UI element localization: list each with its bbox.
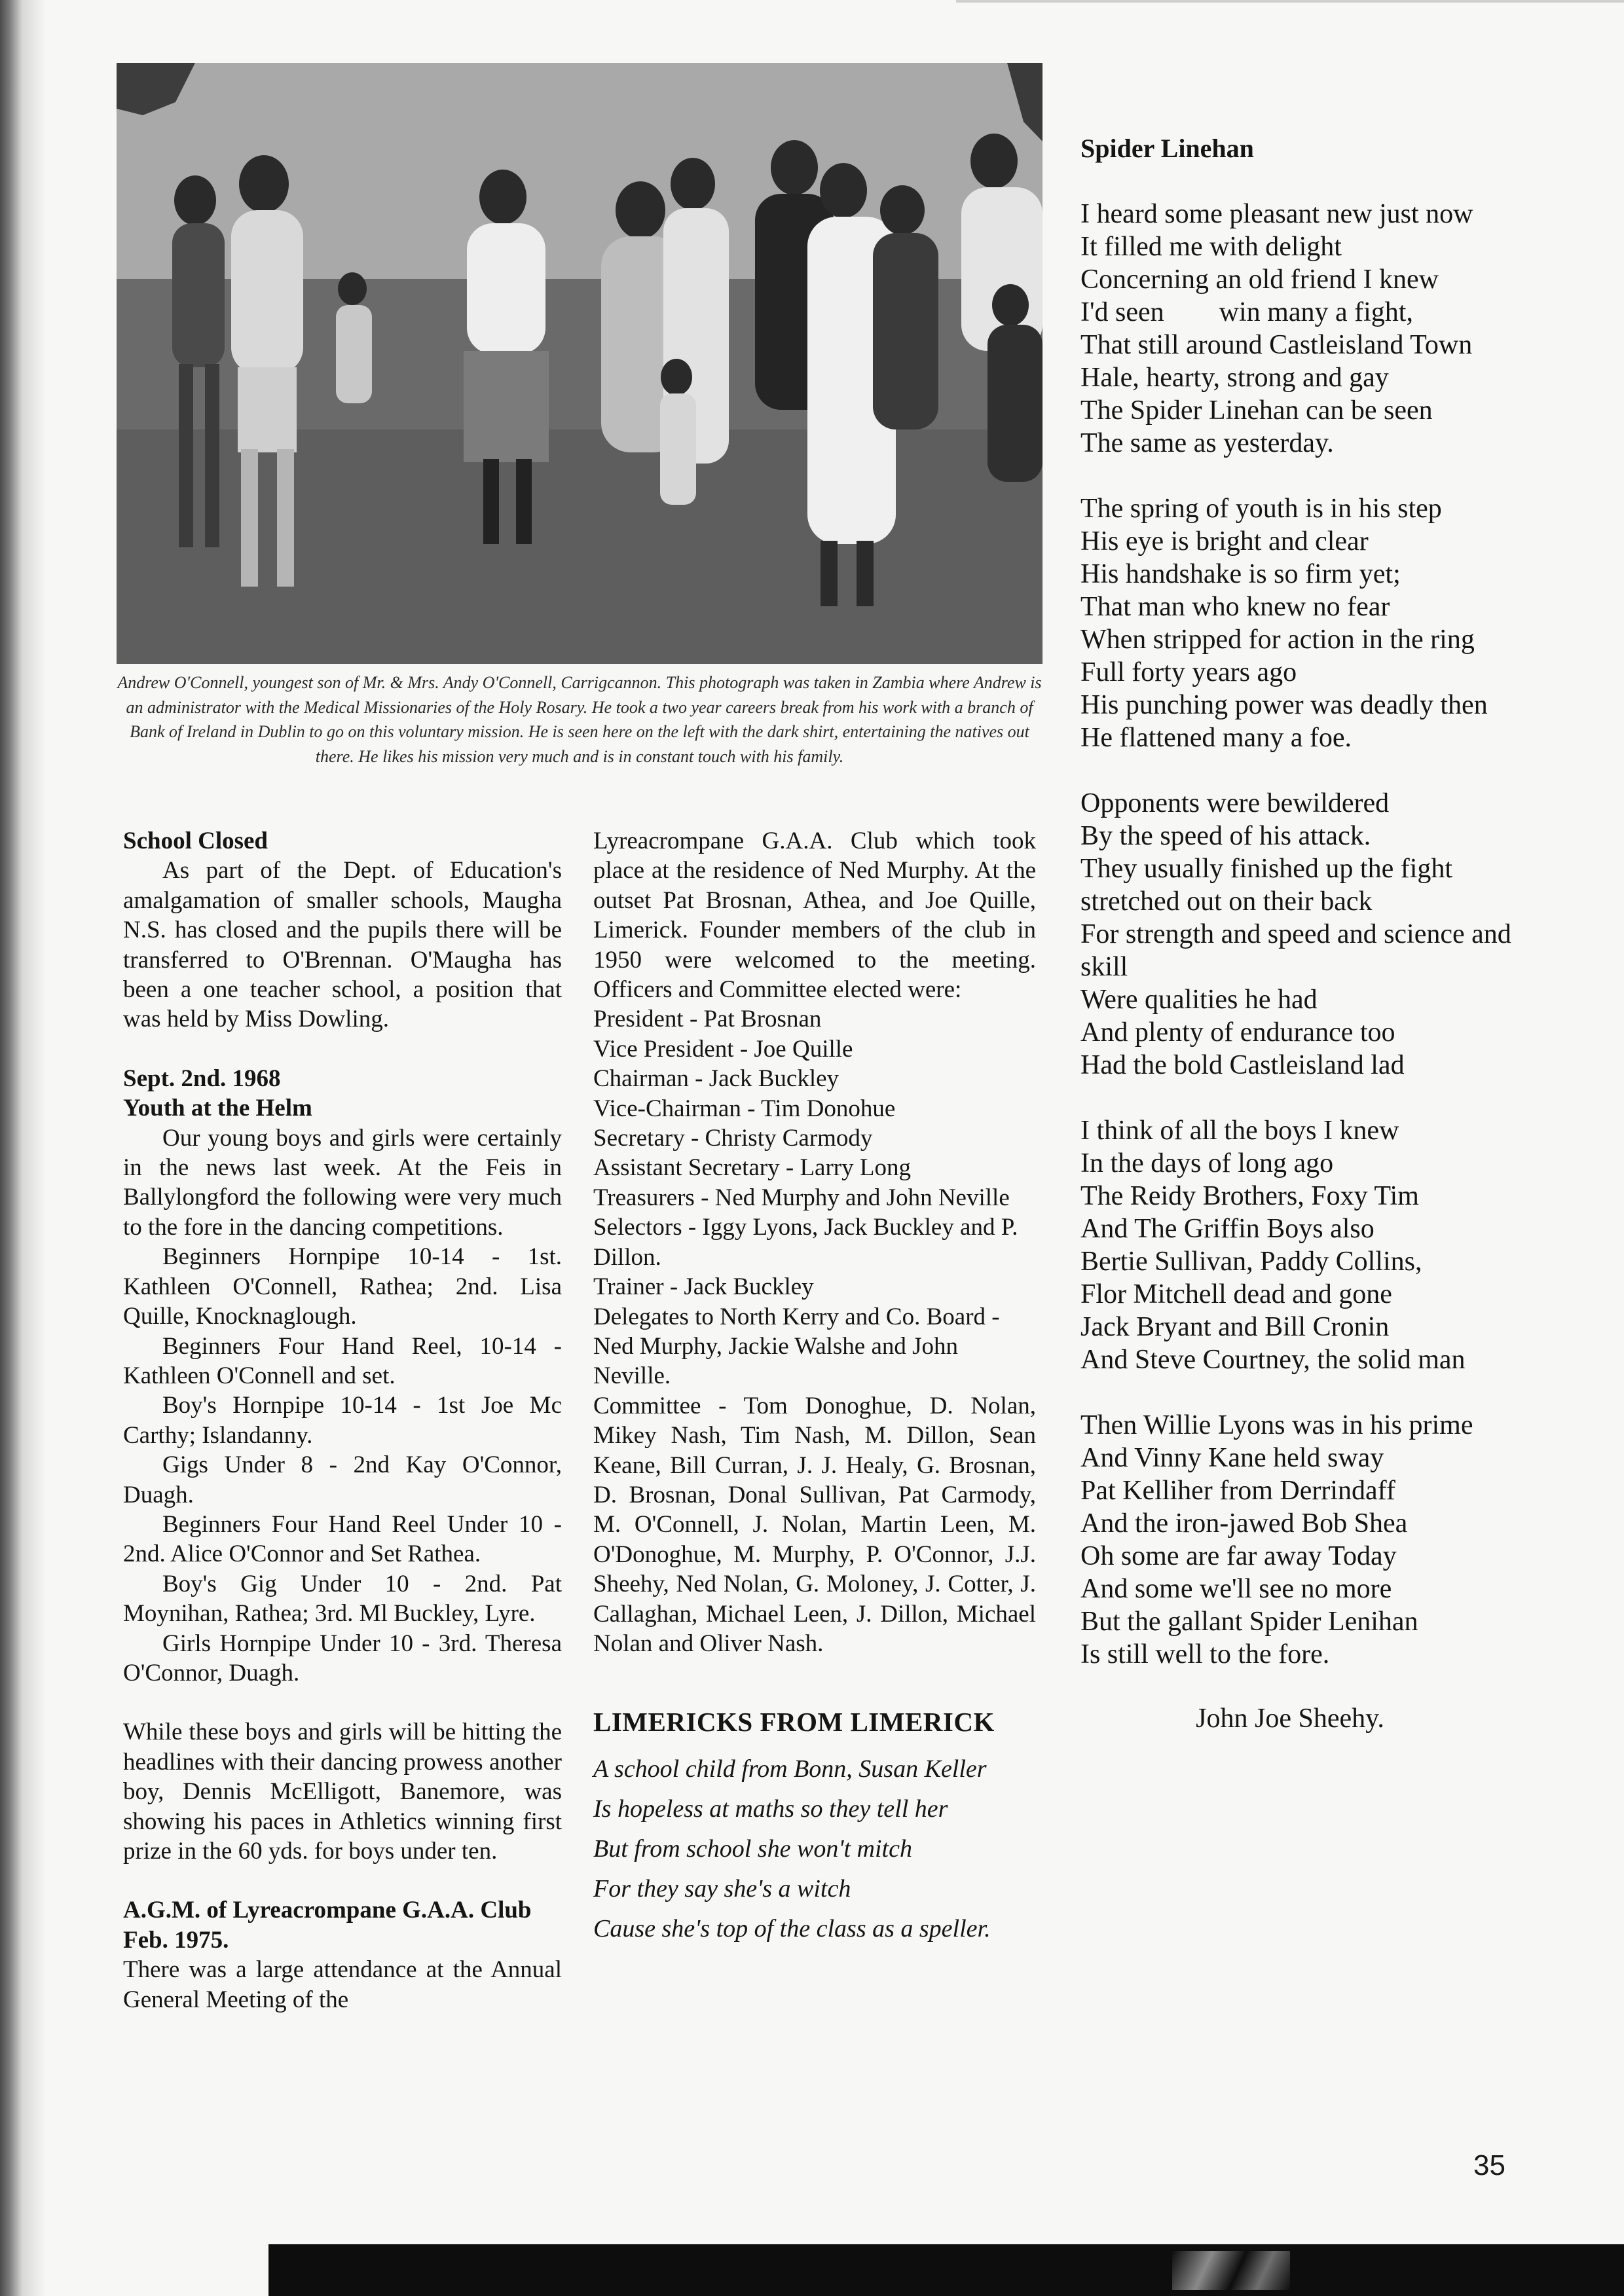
- poem-line: I'd seen win many a fight,: [1080, 297, 1413, 327]
- limerick-line: A school child from Bonn, Susan Keller: [593, 1755, 987, 1783]
- youth-date: Sept. 2nd. 1968: [123, 1065, 281, 1092]
- result-item: Beginners Four Hand Reel Under 10 - 2nd. Alice O'Connor and Set Rathea.: [123, 1510, 562, 1568]
- poem-line: And Steve Courtney, the solid man: [1080, 1345, 1466, 1375]
- scan-bottom-edge: [268, 2244, 1624, 2296]
- page-number: 35: [1473, 2149, 1505, 2181]
- poem-line: That still around Castleisland Town: [1080, 330, 1473, 360]
- poem-line: In the days of long ago: [1080, 1148, 1334, 1178]
- poem-line: The Spider Linehan can be seen: [1080, 395, 1433, 426]
- athletics-paragraph: While these boys and girls will be hitting the headlines with their dancing prowess another boy, Dennis McElligott, Banemore, was showing his paces in Athletics winning first prize in the 60 yds. for boys under ten.: [123, 1719, 562, 1865]
- limericks-heading: LIMERICKS FROM LIMERICK: [593, 1707, 995, 1738]
- poem-stanza: [1080, 492, 1539, 754]
- youth-heading: Youth at the Helm: [123, 1095, 312, 1122]
- poem-line: By the speed of his attack.: [1080, 821, 1371, 851]
- poem-line: And Vinny Kane held sway: [1080, 1443, 1384, 1473]
- school-closed-heading: School Closed: [123, 828, 268, 854]
- poem-stanza: [1080, 787, 1539, 1082]
- column-1: [123, 826, 562, 2014]
- school-closed-body: As part of the Dept. of Education's amalgamation of smaller schools, Maugha N.S. has closed and the pupils there will be transferred to O'Brennan. O'Maugha has been a one teacher school, a position that was held by Miss Dowling.: [123, 857, 562, 1033]
- poem-stanza: [1080, 1114, 1539, 1376]
- poem-line: The Reidy Brothers, Foxy Tim: [1080, 1181, 1419, 1211]
- result-item: Beginners Four Hand Reel, 10-14 - Kathleen O'Connell and set.: [123, 1332, 562, 1389]
- poem-line: Opponents were bewildered: [1080, 788, 1390, 818]
- column-2: [593, 826, 1036, 1949]
- result-item: Gigs Under 8 - 2nd Kay O'Connor, Duagh.: [123, 1451, 562, 1508]
- poem-line: And The Griffin Boys also: [1080, 1214, 1375, 1244]
- poem-line: I heard some pleasant new just now: [1080, 199, 1473, 229]
- officer-item: Chairman - Jack Buckley: [593, 1065, 840, 1093]
- poem-line: His punching power was deadly then: [1080, 690, 1488, 720]
- officer-item: Treasurers - Ned Murphy and John Neville: [593, 1184, 1010, 1211]
- poem-line: His handshake is so firm yet;: [1080, 559, 1401, 589]
- poem-stanza: [1080, 1409, 1539, 1671]
- poem-line: And the iron-jawed Bob Shea: [1080, 1508, 1408, 1539]
- poem-line: Then Willie Lyons was in his prime: [1080, 1410, 1473, 1440]
- agm-intro-part1: There was a large attendance at the Annual General Meeting of the: [123, 1956, 562, 2013]
- limerick-verse: [593, 1749, 1036, 1949]
- poem-line: And plenty of endurance too: [1080, 1017, 1395, 1048]
- poem-line: Had the bold Castleisland lad: [1080, 1050, 1405, 1080]
- limerick-line: But from school she won't mitch: [593, 1834, 912, 1863]
- poem-line: Full forty years ago: [1080, 657, 1297, 687]
- poem-line: Is still well to the fore.: [1080, 1639, 1330, 1669]
- officer-item: Vice President - Joe Quille: [593, 1035, 853, 1063]
- poem-line: That man who knew no fear: [1080, 592, 1390, 622]
- officer-item: President - Pat Brosnan: [593, 1006, 822, 1033]
- officer-item: Vice-Chairman - Tim Donohue: [593, 1095, 896, 1122]
- poem-line: His eye is bright and clear: [1080, 526, 1369, 556]
- poem-column: [1080, 132, 1539, 1735]
- poem-line: Jack Bryant and Bill Cronin: [1080, 1312, 1390, 1342]
- poem-line: Bertie Sullivan, Paddy Collins,: [1080, 1247, 1422, 1277]
- agm-intro-part2: Lyreacrompane G.A.A. Club which took place at the residence of Ned Murphy. At the outset Pat Brosnan, Athea, and Joe Quille, Limerick. Founder members of the club in 1950 were welcomed to the meeting. Officers and Committee elected were:: [593, 828, 1036, 1004]
- poem-line: He flattened many a foe.: [1080, 723, 1352, 753]
- poem-line: For strength and speed and science and skill: [1080, 919, 1511, 982]
- limerick-line: For they say she's a witch: [593, 1874, 851, 1903]
- poem-line: Were qualities he had: [1080, 985, 1318, 1015]
- officer-item: Selectors - Iggy Lyons, Jack Buckley and P. Dillon.: [593, 1214, 1018, 1271]
- poem-line: But the gallant Spider Lenihan: [1080, 1607, 1418, 1637]
- poem-line: Hale, hearty, strong and gay: [1080, 363, 1389, 393]
- poem-title: Spider Linehan: [1080, 134, 1254, 163]
- scan-binding-edge: [0, 0, 46, 2296]
- officer-item: Trainer - Jack Buckley: [593, 1273, 814, 1301]
- poem-line: Flor Mitchell dead and gone: [1080, 1279, 1392, 1309]
- photo-caption: Andrew O'Connell, youngest son of Mr. & Mrs. Andy O'Connell, Carrigcannon. This photograph was taken in Zambia where Andrew is an administrator with the Medical Missionaries of the Holy Rosary. He took a two year careers break from his work with a branch of Bank of Ireland in Dublin to go on this voluntary mission. He is seen here on the left with the dark shirt, entertaining the natives out there. He likes his mission very much and is in constant touch with his family.: [117, 673, 1042, 766]
- poem-line: When stripped for action in the ring: [1080, 625, 1475, 655]
- poem-line: I think of all the boys I knew: [1080, 1116, 1399, 1146]
- scan-top-edge: [956, 0, 1624, 3]
- poem-line: Concerning an old friend I knew: [1080, 264, 1439, 295]
- result-item: Boy's Gig Under 10 - 2nd. Pat Moynihan, Rathea; 3rd. Ml Buckley, Lyre.: [123, 1570, 562, 1628]
- poem-line: Pat Kelliher from Derrindaff: [1080, 1476, 1395, 1506]
- result-item: Girls Hornpipe Under 10 - 3rd. Theresa O'Connor, Duagh.: [123, 1630, 562, 1686]
- poem-author: John Joe Sheehy.: [1196, 1704, 1384, 1734]
- limerick-line: Is hopeless at maths so they tell her: [593, 1795, 948, 1823]
- poem-line: Oh some are far away Today: [1080, 1541, 1397, 1571]
- poem-line: And some we'll see no more: [1080, 1574, 1392, 1604]
- result-item: Beginners Hornpipe 10-14 - 1st. Kathleen O'Connell, Rathea; 2nd. Lisa Quille, Knocknaglough.: [123, 1243, 562, 1330]
- poem-line: The same as yesterday.: [1080, 428, 1334, 458]
- poem-line: They usually finished up the fight stretched out on their back: [1080, 854, 1453, 917]
- officer-item: Secretary - Christy Carmody: [593, 1125, 873, 1152]
- agm-heading: A.G.M. of Lyreacrompane G.A.A. Club Feb. 1975.: [123, 1897, 532, 1954]
- poem-stanza: [1080, 198, 1539, 460]
- youth-intro: Our young boys and girls were certainly in the news last week. At the Feis in Ballylongford the following were very much to the fore in the dancing competitions.: [123, 1124, 562, 1241]
- poem-line: It filled me with delight: [1080, 232, 1342, 262]
- poem-line: The spring of youth is in his step: [1080, 494, 1442, 524]
- photograph: [117, 63, 1043, 664]
- photograph-figures: [117, 63, 1043, 664]
- committee-list: Committee - Tom Donoghue, D. Nolan, Mikey Nash, Tim Nash, M. Dillon, Sean Keane, Bill Curran, J. J. Healy, G. Brosnan, D. Brosnan, Donal Sullivan, Pat Carmody, M. O'Connell, J. Nolan, Martin Leen, M. O'Donoghue, M. Murphy, P. O'Connor, J.J. Sheehy, Ned Nolan, G. Moloney, J. Cotter, J. Callaghan, Michael Leen, J. Dillon, Michael Nolan and Oliver Nash.: [593, 1392, 1036, 1657]
- limerick-line: Cause she's top of the class as a speller.: [593, 1914, 991, 1942]
- officer-item: Assistant Secretary - Larry Long: [593, 1154, 911, 1182]
- officer-item: Delegates to North Kerry and Co. Board - Ned Murphy, Jackie Walshe and John Neville.: [593, 1303, 1000, 1390]
- result-item: Boy's Hornpipe 10-14 - 1st Joe Mc Carthy; Islandanny.: [123, 1392, 562, 1449]
